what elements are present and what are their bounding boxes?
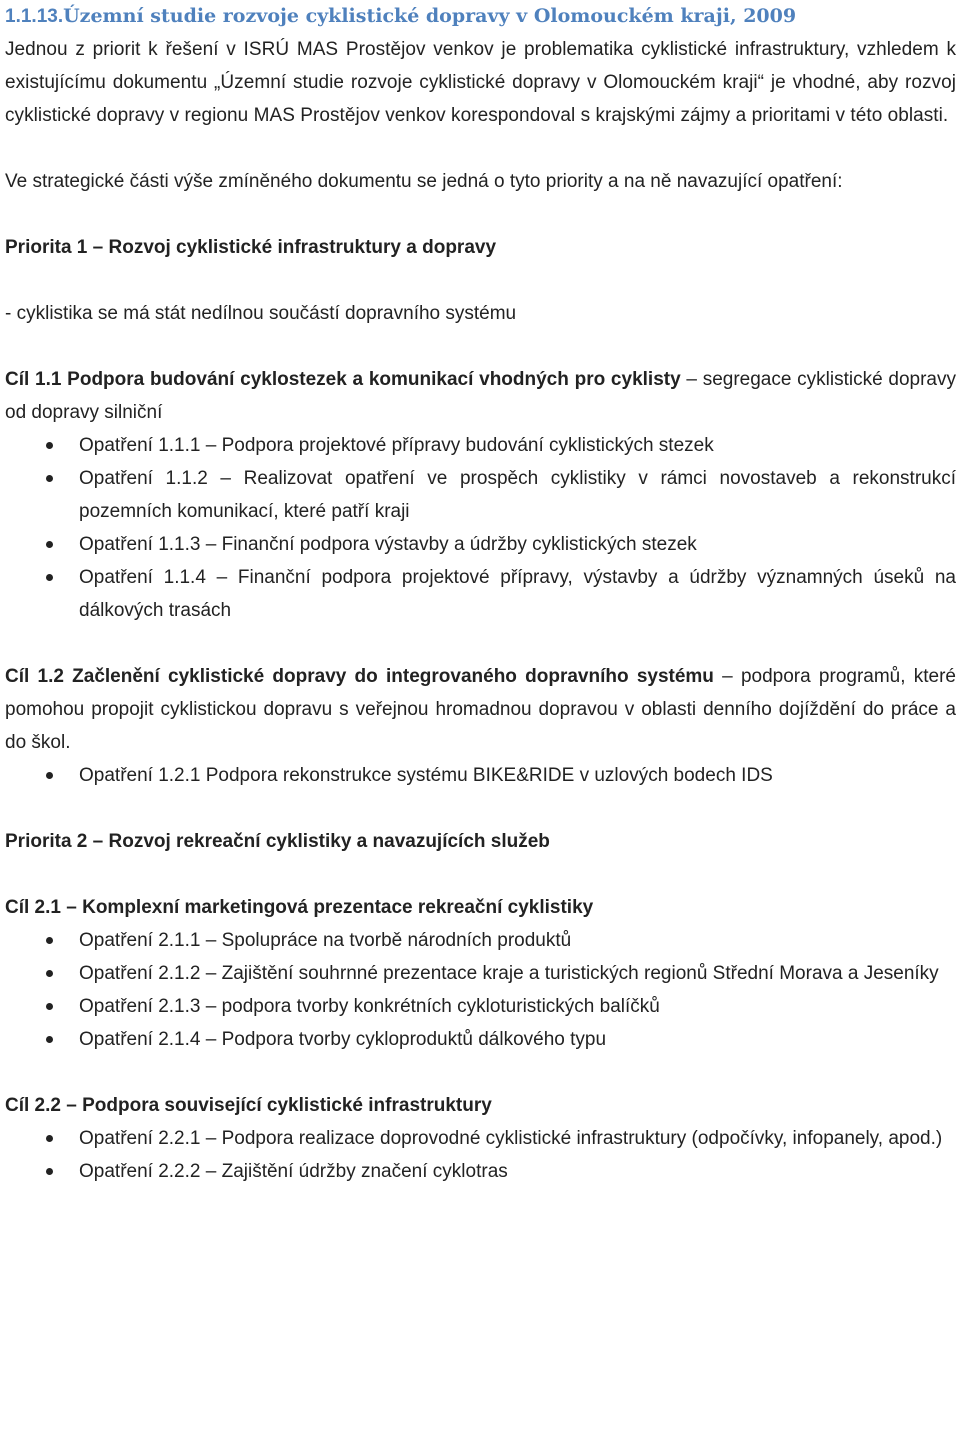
goal-1-1-measures	[5, 429, 956, 627]
priority-2-title: Priorita 2 – Rozvoj rekreační cyklistiky a navazujících služeb	[5, 831, 550, 852]
lead-paragraph: Ve strategické části výše zmíněného dokumentu se jedná o tyto priority a na ně navazující opatření:	[5, 171, 843, 192]
list-item: Opatření 1.1.3 – Finanční podpora výstavby a údržby cyklistických stezek	[5, 528, 956, 561]
section-heading	[5, 0, 956, 33]
goal-1-2-desc: – podpora programů, které pomohou propojit cyklistickou dopravu s veřejnou hromadnou dopravou v oblasti denního dojíždění do práce a do škol.	[5, 666, 956, 753]
section-number: 1.1.13.	[5, 6, 64, 27]
list-item: Opatření 2.1.3 – podpora tvorby konkrétních cykloturistických balíčků	[5, 990, 956, 1023]
goal-1-2-measures	[5, 759, 956, 792]
list-item: Opatření 2.1.1 – Spolupráce na tvorbě národních produktů	[5, 924, 956, 957]
list-item: Opatření 1.2.1 Podpora rekonstrukce systému BIKE&RIDE v uzlových bodech IDS	[5, 759, 956, 792]
priority-1-title: Priorita 1 – Rozvoj cyklistické infrastruktury a dopravy	[5, 237, 497, 258]
list-item: Opatření 2.2.2 – Zajištění údržby značení cyklotras	[5, 1155, 956, 1188]
goal-1-2-paragraph	[5, 660, 956, 759]
goal-2-2-measures	[5, 1122, 956, 1188]
goal-2-2-title: Cíl 2.2 – Podpora související cyklistické infrastruktury	[5, 1095, 492, 1116]
goal-2-1-measures	[5, 924, 956, 1056]
list-item: Opatření 1.1.1 – Podpora projektové přípravy budování cyklistických stezek	[5, 429, 956, 462]
goal-1-1-paragraph	[5, 363, 956, 429]
list-item: Opatření 1.1.2 – Realizovat opatření ve prospěch cyklistiky v rámci novostaveb a rekonstrukcí pozemních komunikací, které patří kraji	[5, 462, 956, 528]
list-item: Opatření 2.1.2 – Zajištění souhrnné prezentace kraje a turistických regionů Střední Morava a Jeseníky	[5, 957, 956, 990]
section-title: Územní studie rozvoje cyklistické dopravy v Olomouckém kraji, 2009	[63, 5, 797, 27]
intro-paragraph: Jednou z priorit k řešení v ISRÚ MAS Prostějov venkov je problematika cyklistické infrastruktury, vzhledem k existujícímu dokumentu „Územní studie rozvoje cyklistické dopravy v Olomouckém kraji“ je vhodné, aby rozvoj cyklistické dopravy v regionu MAS Prostějov venkov korespondoval s krajskými zájmy a prioritami v této oblasti.	[5, 39, 956, 126]
priority-1-note: - cyklistika se má stát nedílnou součástí dopravního systému	[5, 303, 517, 324]
list-item: Opatření 1.1.4 – Finanční podpora projektové přípravy, výstavby a údržby významných úseků na dálkových trasách	[5, 561, 956, 627]
goal-1-1-desc: – segregace cyklistické dopravy od dopravy silniční	[5, 369, 956, 423]
list-item: Opatření 2.1.4 – Podpora tvorby cykloproduktů dálkového typu	[5, 1023, 956, 1056]
goal-2-1-title: Cíl 2.1 – Komplexní marketingová prezentace rekreační cyklistiky	[5, 897, 594, 918]
goal-1-1-title: Cíl 1.1 Podpora budování cyklostezek a komunikací vhodných pro cyklisty	[5, 369, 681, 390]
goal-1-2-title: Cíl 1.2 Začlenění cyklistické dopravy do integrovaného dopravního systému	[5, 666, 714, 687]
list-item: Opatření 2.2.1 – Podpora realizace doprovodné cyklistické infrastruktury (odpočívky, infopanely, apod.)	[5, 1122, 956, 1155]
